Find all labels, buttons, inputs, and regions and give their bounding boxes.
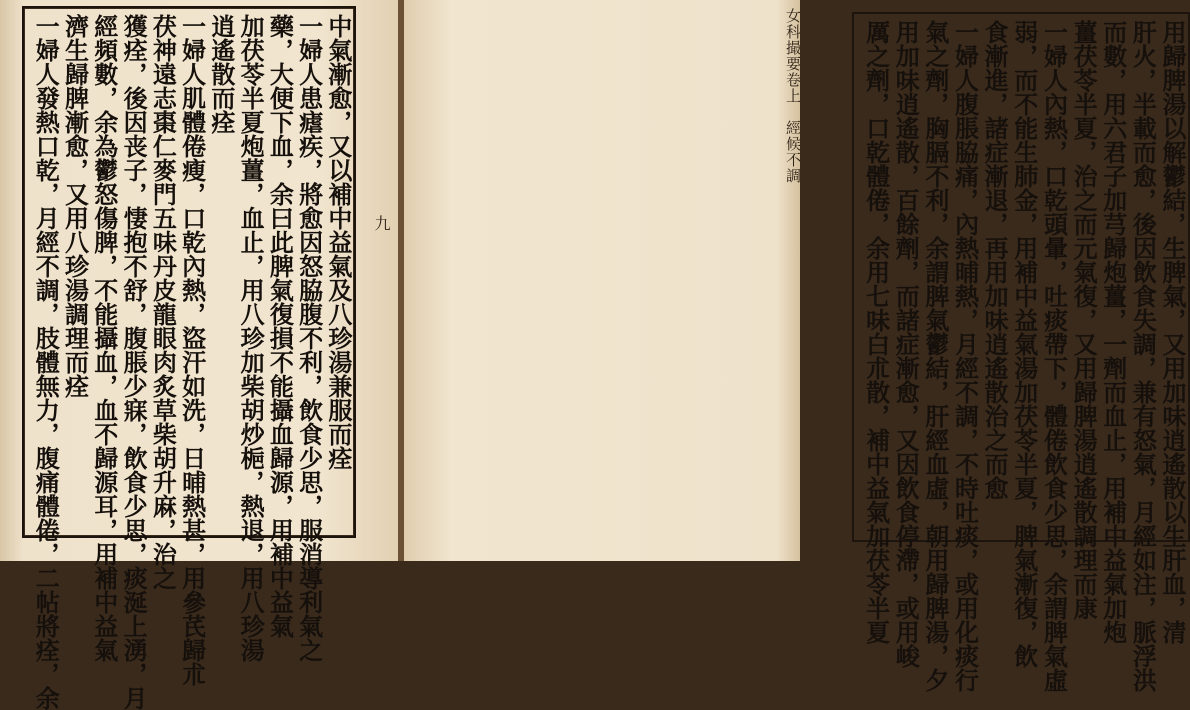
- right-text-column: 肝火，半載而愈，後因飲食失調，兼有怒氣，月經如注，脈浮洪: [1128, 20, 1158, 692]
- right-text-column: 弱，而不能生肺金，用補中益氣湯加茯苓半夏，脾氣漸復，飲: [1009, 20, 1039, 668]
- right-text-column: 薑茯苓半夏，治之而元氣復，又用歸脾湯逍遙散調理而康: [1069, 20, 1099, 620]
- right-text-column: 一婦人腹脹脇痛，內熱晡熱，月經不調，不時吐痰，或用化痰行: [950, 20, 980, 692]
- left-text-column: 濟生歸脾漸愈，又用八珍湯調理而痊: [60, 14, 90, 398]
- left-text-column: 藥，大便下血，余曰此脾氣復損不能攝血歸源，用補中益氣: [265, 14, 295, 638]
- left-text-frame: [22, 6, 356, 710]
- left-text-column: 加茯苓半夏炮薑，血止，用八珍加柴胡炒梔，熱退，用八珍湯: [236, 14, 266, 662]
- left-columns: [28, 14, 353, 710]
- left-page: [0, 0, 398, 710]
- left-text-column: 一婦人肌體倦瘦，口乾內熱，盜汗如洗，日晡熱甚，用參芪歸朮: [177, 14, 207, 686]
- left-text-column: 茯神遠志棗仁麥門五味丹皮龍眼肉炙草柴胡升麻，治之: [148, 14, 178, 590]
- left-text-column: 逍遙散而痊: [206, 14, 236, 134]
- page-number: 九: [372, 215, 391, 231]
- margin-title: 女科撮要卷上 經候不調: [784, 8, 802, 184]
- left-text-column: 經頻數，余為鬱怒傷脾，不能攝血，血不歸源耳，用補中益氣: [89, 14, 119, 662]
- right-text-column: 食漸進，諸症漸退，再用加味逍遙散治之而愈: [980, 20, 1010, 500]
- right-page: [404, 0, 1187, 692]
- right-text-frame: [852, 12, 1190, 692]
- left-text-column: 中氣漸愈，又以補中益氣及八珍湯兼服而痊: [323, 14, 353, 470]
- right-text-column: 氣之劑，胸膈不利，余謂脾氣鬱結，肝經血虛，朝用歸脾湯，夕: [920, 20, 950, 692]
- right-text-column: 而數，用六君子加芎歸炮薑，一劑而血止，用補中益氣加炮: [1098, 20, 1128, 644]
- right-text-column: 一婦人內熱，口乾頭暈，吐痰帶下，體倦飲食少思，余謂脾氣虛: [1039, 20, 1069, 692]
- right-text-column: 厲之劑，口乾體倦，余用七味白朮散，補中益氣加茯苓半夏: [861, 20, 891, 644]
- right-text-column: 用加味逍遙散，百餘劑，而諸症漸愈，又因飲食停滯，或用峻: [891, 20, 921, 668]
- left-text-column: 一婦人發熱口乾，月經不調，肢體無力，腹痛體倦，二帖將痊，余: [31, 14, 61, 710]
- right-columns: [858, 20, 1187, 692]
- right-text-column: 用歸脾湯以解鬱結，生脾氣，又用加味逍遙散以生肝血，清: [1158, 20, 1187, 644]
- left-text-column: 獲痊，後因丧子，悽抱不舒，腹脹少寐，飲食少思，痰涎上湧，月: [119, 14, 149, 710]
- left-text-column: 一婦人患瘧疾，將愈因怒脇腹不利，飲食少思，服消導利氣之: [294, 14, 324, 662]
